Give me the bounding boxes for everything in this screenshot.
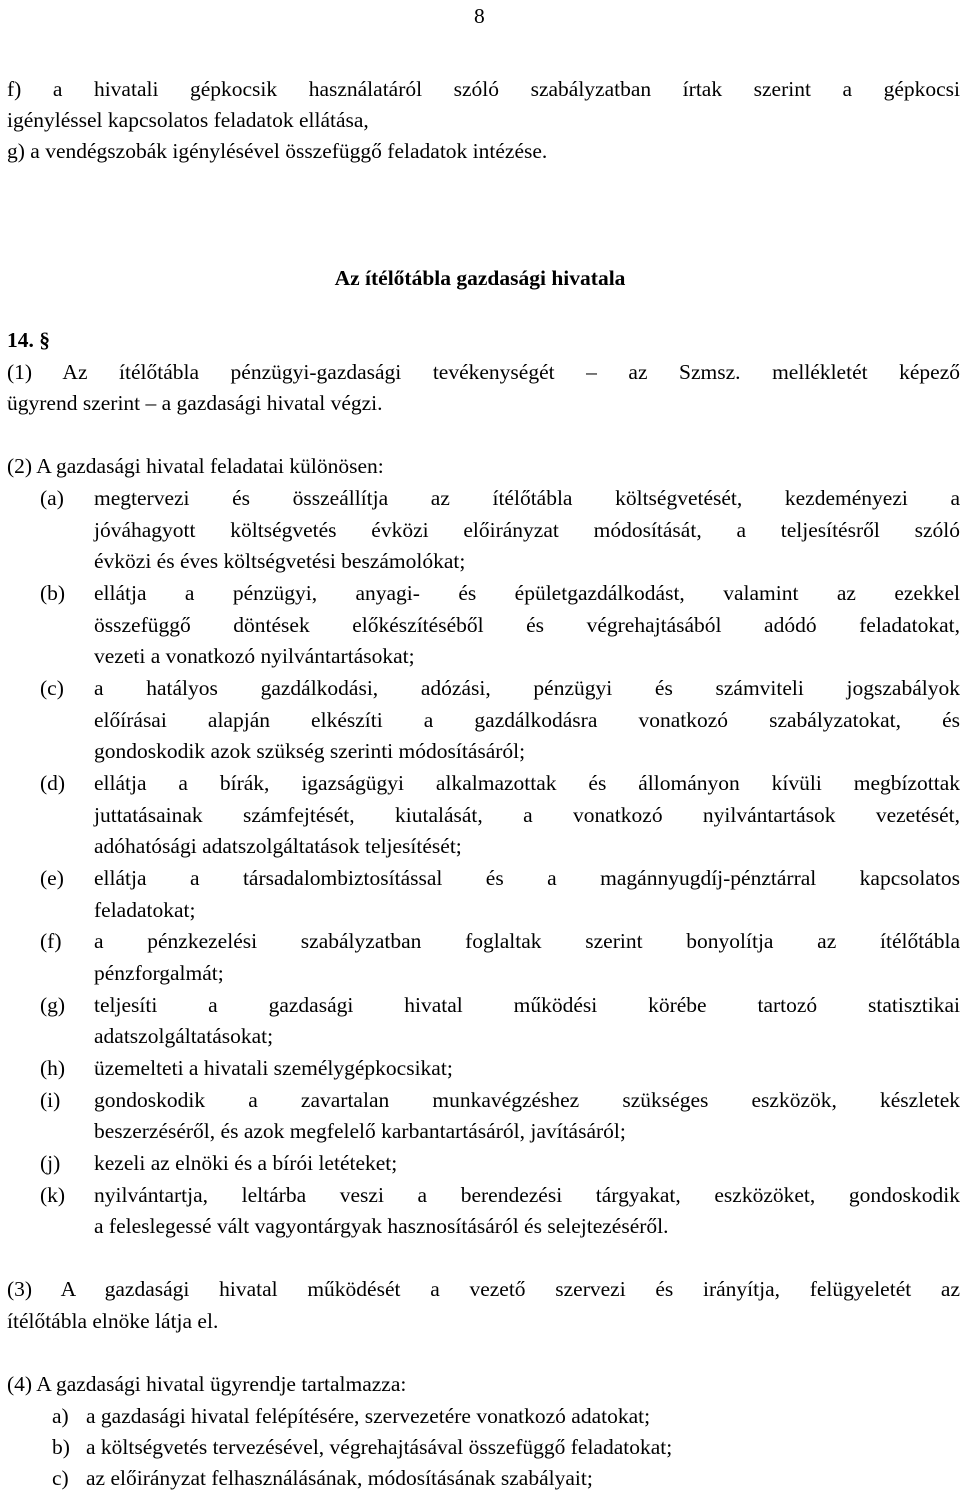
item-line: nyilvántartja, leltárba veszi a berendezési tárgyakat, eszközöket, gondoskodik [94,1183,960,1207]
item-line: ellátja a pénzügyi, anyagi- és épületgazdálkodást, valamint az ezekkel [94,581,960,605]
paragraph-4-intro: (4) A gazdasági hivatal ügyrendje tartalmazza: [7,1372,407,1396]
item-label: (d) [40,771,66,795]
item-line: megtervezi és összeállítja az ítélőtábla költségvetését, kezdeményezi a [94,486,960,510]
section-number-line [7,326,960,354]
section-number: 14. [7,328,34,352]
item-line: kezeli az elnöki és a bírói letéteket; [94,1151,398,1175]
item-label: (k) [40,1183,66,1207]
subitem-text: a költségvetés tervezésével, végrehajtásával összefüggő feladatokat; [86,1435,673,1459]
item-line: a pénzkezelési szabályzatban foglaltak szerint bonyolítja az ítélőtábla [94,929,960,953]
item-line: pénzforgalmát; [94,961,224,985]
item-line: jóváhagyott költségvetés évközi előirányzat módosítását, a teljesítésről szóló [94,518,960,542]
item-line: juttatásainak számfejtését, kiutalását, a vonatkozó nyilvántartások vezetését, [94,803,960,827]
item-line: vezeti a vonatkozó nyilvántartásokat; [94,644,415,668]
item-line: teljesíti a gazdasági hivatal működési körébe tartozó statisztikai [94,993,960,1017]
item-line: összefüggő döntések előkészítéséből és végrehajtásából adódó feladatokat, [94,613,960,637]
paragraph-1-line: (1) Az ítélőtábla pénzügyi-gazdasági tevékenységét – az Szmsz. mellékletét képező [7,360,960,384]
item-label: (j) [40,1151,61,1175]
intro-line: igényléssel kapcsolatos feladatok ellátása, [7,108,369,132]
paragraph-1-line: ügyrend szerint – a gazdasági hivatal végzi. [7,391,383,415]
subitem-label: b) [52,1435,70,1459]
item-line: előírásai alapján elkészíti a gazdálkodásra vonatkozó szabályzatokat, és [94,708,960,732]
subitem-label: a) [52,1404,69,1428]
item-line: ellátja a bírák, igazságügyi alkalmazottak és állományon kívüli megbízottak [94,771,960,795]
item-line: adatszolgáltatásokat; [94,1024,274,1048]
item-line: évközi és éves költségvetési beszámolókat; [94,549,466,573]
item-line: üzemelteti a hivatali személygépkocsikat; [94,1056,453,1080]
section-symbol: § [39,328,50,352]
subitem-text: az előirányzat felhasználásának, módosításának szabályait; [86,1466,593,1490]
item-label: (c) [40,676,64,700]
page-number: 8 [474,4,485,28]
intro-line: g) a vendégszobák igénylésével összefüggő feladatok intézése. [7,139,548,163]
item-line: gondoskodik a zavartalan munkavégzéshez szükséges eszközök, készletek [94,1088,960,1112]
item-line: adóhatósági adatszolgáltatások teljesítését; [94,834,462,858]
item-line: gondoskodik azok szükség szerinti módosításáról; [94,739,526,763]
item-label: (g) [40,993,66,1017]
item-line: feladatokat; [94,898,196,922]
intro-line: f) a hivatali gépkocsik használatáról szóló szabályzatban írtak szerint a gépkocsi [7,77,960,101]
subitem-text: a gazdasági hivatal felépítésére, szervezetére vonatkozó adatokat; [86,1404,651,1428]
paragraph-2-intro: (2) A gazdasági hivatal feladatai különösen: [7,454,384,478]
subitem-label: c) [52,1466,69,1490]
item-label: (b) [40,581,66,605]
item-label: (f) [40,929,62,953]
item-line: beszerzéséről, és azok megfelelő karbantartásáról, javításáról; [94,1119,626,1143]
section-heading: Az ítélőtábla gazdasági hivatala [334,266,626,290]
paragraph-3-line: ítélőtábla elnöke látja el. [7,1309,219,1333]
item-line: a hatályos gazdálkodási, adózási, pénzügyi és számviteli jogszabályok [94,676,960,700]
item-label: (e) [40,866,64,890]
item-label: (a) [40,486,64,510]
item-label: (h) [40,1056,66,1080]
item-line: a feleslegessé vált vagyontárgyak hasznosításáról és selejtezéséről. [94,1214,669,1238]
paragraph-3-line: (3) A gazdasági hivatal működését a vezető szervezi és irányítja, felügyeletét az [7,1277,960,1301]
item-label: (i) [40,1088,61,1112]
item-line: ellátja a társadalombiztosítással és a magánnyugdíj-pénztárral kapcsolatos [94,866,960,890]
